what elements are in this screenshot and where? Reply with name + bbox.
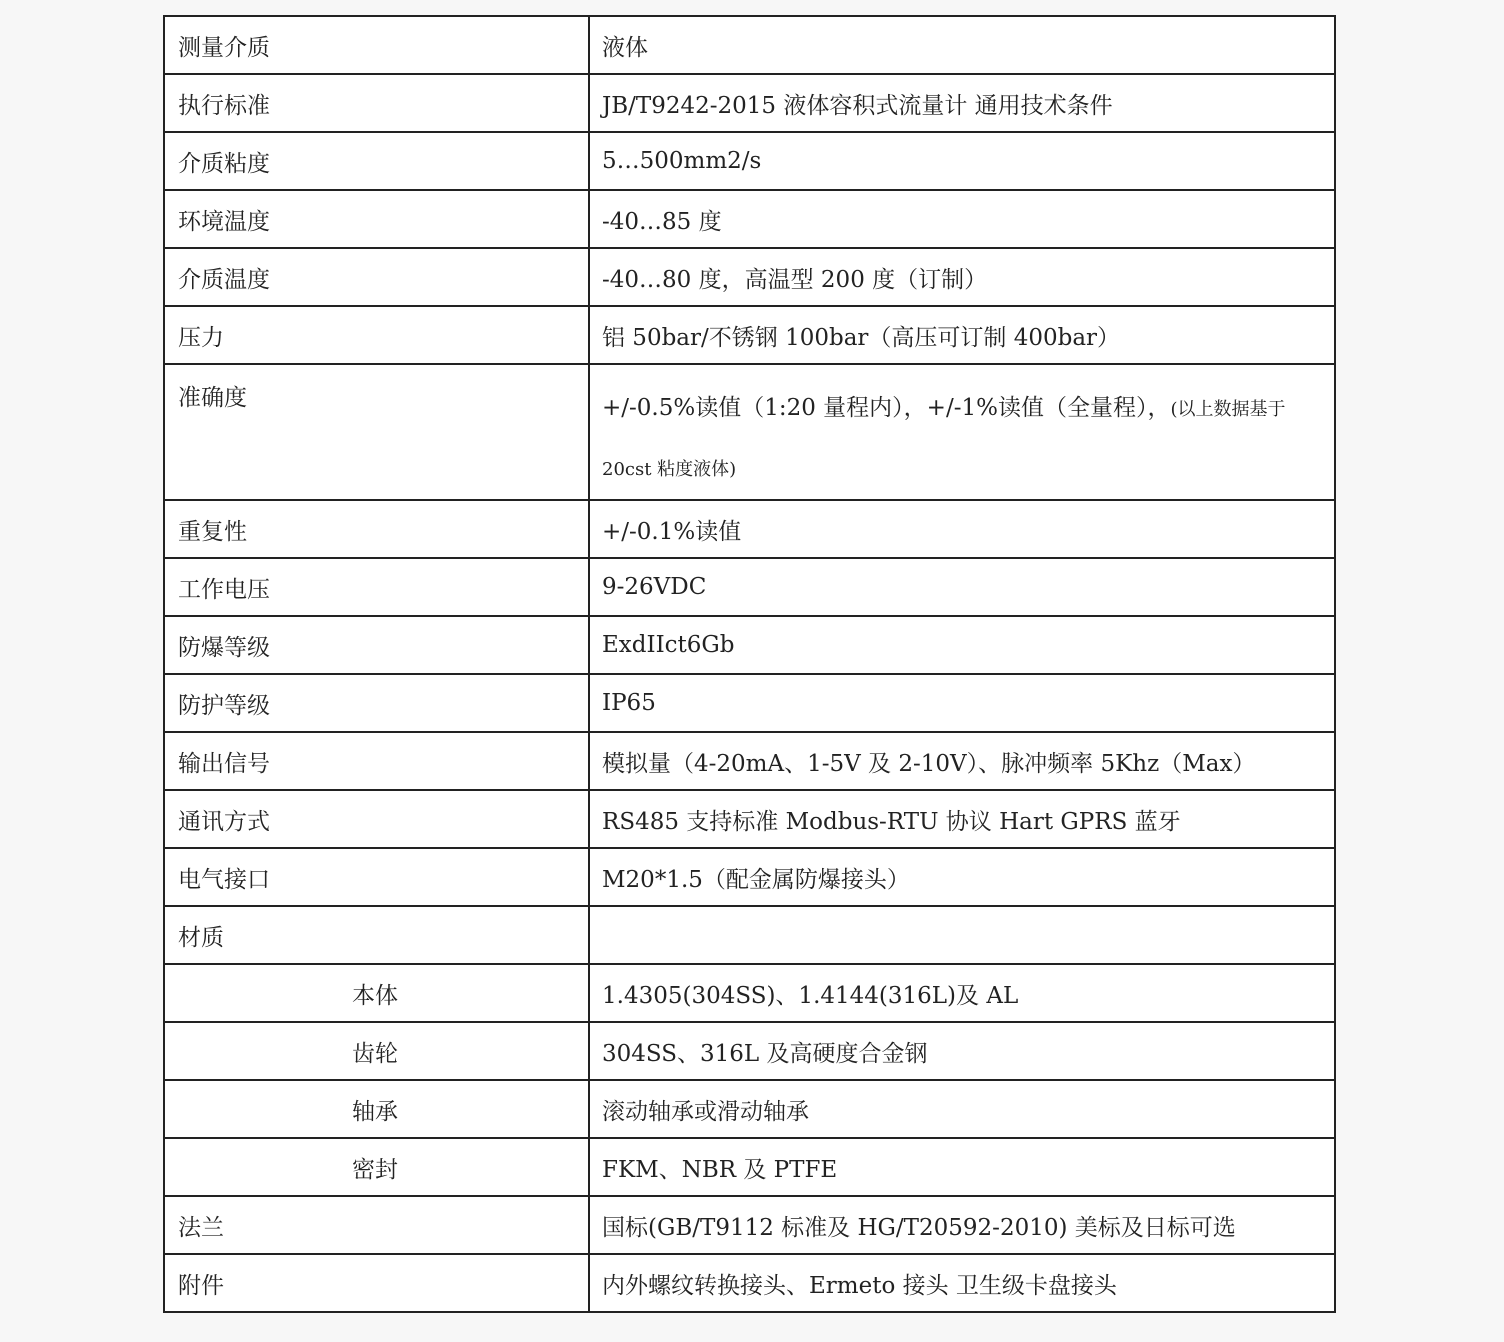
table-row [164,500,1335,558]
table-row [164,190,1335,248]
table-row [164,1138,1335,1196]
table-row [164,616,1335,674]
table-row [164,732,1335,790]
row-label: 准确度 [164,364,589,500]
row-sublabel: 齿轮 [164,1022,589,1080]
table-row [164,674,1335,732]
row-value: 内外螺纹转换接头、Ermeto 接头 卫生级卡盘接头 [589,1254,1335,1312]
row-value [589,906,1335,964]
table-row [164,848,1335,906]
row-value [589,364,1335,500]
row-value: 国标(GB/T9112 标准及 HG/T20592-2010) 美标及日标可选 [589,1196,1335,1254]
row-label: 输出信号 [164,732,589,790]
row-label: 防护等级 [164,674,589,732]
table-row [164,306,1335,364]
table-row [164,74,1335,132]
row-sublabel: 轴承 [164,1080,589,1138]
table-row [164,558,1335,616]
row-sublabel: 本体 [164,964,589,1022]
spec-table [163,15,1336,1313]
row-label: 介质粘度 [164,132,589,190]
row-label: 通讯方式 [164,790,589,848]
row-label: 防爆等级 [164,616,589,674]
row-value: M20*1.5（配金属防爆接头） [589,848,1335,906]
row-value: JB/T9242-2015 液体容积式流量计 通用技术条件 [589,74,1335,132]
row-label: 电气接口 [164,848,589,906]
table-row [164,1080,1335,1138]
accuracy-text: +/-0.5%读值（1:20 量程内），+/-1%读值（全量程）， [602,395,1171,421]
row-value: 304SS、316L 及高硬度合金钢 [589,1022,1335,1080]
row-label: 法兰 [164,1196,589,1254]
table-row [164,1022,1335,1080]
row-value: 铝 50bar/不锈钢 100bar（高压可订制 400bar） [589,306,1335,364]
row-value: +/-0.1%读值 [589,500,1335,558]
table-row [164,364,1335,500]
table-row [164,964,1335,1022]
row-label: 工作电压 [164,558,589,616]
row-value: 液体 [589,16,1335,74]
row-label: 材质 [164,906,589,964]
table-row [164,790,1335,848]
row-value: FKM、NBR 及 PTFE [589,1138,1335,1196]
row-value: 1.4305(304SS)、1.4144(316L)及 AL [589,964,1335,1022]
row-label: 执行标准 [164,74,589,132]
row-value: ExdIIct6Gb [589,616,1335,674]
accuracy-note: (以上数据基于 20cst 粘度液体) [602,399,1286,480]
row-label: 重复性 [164,500,589,558]
table-row [164,132,1335,190]
row-label: 附件 [164,1254,589,1312]
row-value: RS485 支持标准 Modbus-RTU 协议 Hart GPRS 蓝牙 [589,790,1335,848]
row-label: 环境温度 [164,190,589,248]
row-value: -40…80 度，高温型 200 度（订制） [589,248,1335,306]
table-row [164,248,1335,306]
row-value: 滚动轴承或滑动轴承 [589,1080,1335,1138]
table-row [164,16,1335,74]
table-row [164,1254,1335,1312]
row-value: IP65 [589,674,1335,732]
row-value: 模拟量（4-20mA、1-5V 及 2-10V）、脉冲频率 5Khz（Max） [589,732,1335,790]
row-label: 介质温度 [164,248,589,306]
row-label: 测量介质 [164,16,589,74]
row-value: -40…85 度 [589,190,1335,248]
row-value: 9-26VDC [589,558,1335,616]
row-sublabel: 密封 [164,1138,589,1196]
table-row [164,906,1335,964]
table-row [164,1196,1335,1254]
row-value: 5…500mm2/s [589,132,1335,190]
row-label: 压力 [164,306,589,364]
